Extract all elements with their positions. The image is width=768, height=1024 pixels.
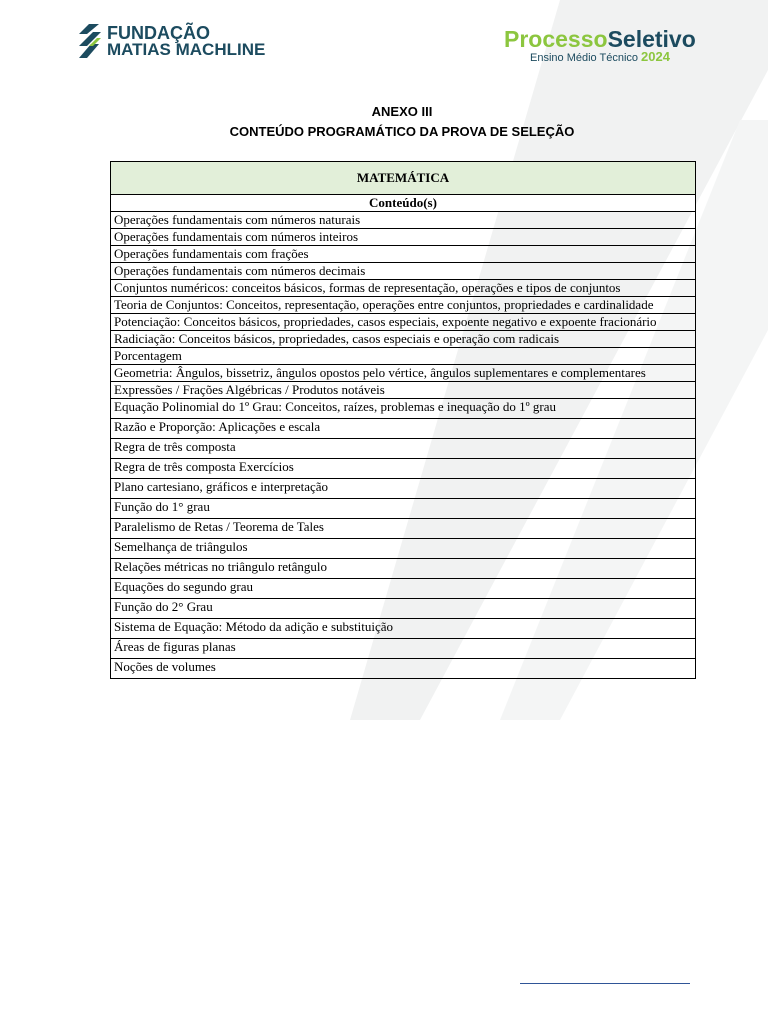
table-row	[111, 382, 696, 399]
table-cell: Razão e Proporção: Aplicações e escala	[111, 419, 696, 439]
processo-seletivo-logo	[504, 26, 724, 66]
table-cell: Radiciação: Conceitos básicos, propriedades, casos especiais e operação com radicais	[111, 331, 696, 348]
ps-title-part-1: Processo	[504, 26, 608, 52]
table-row	[111, 331, 696, 348]
table-row	[111, 499, 696, 519]
table-cell: Operações fundamentais com números naturais	[111, 212, 696, 229]
table-row	[111, 212, 696, 229]
subject-header: MATEMÁTICA	[111, 162, 696, 195]
table-row	[111, 479, 696, 499]
table-row	[111, 297, 696, 314]
footer-line	[520, 983, 690, 984]
logo-line-1: FUNDAÇÃO	[107, 23, 210, 43]
table-row	[111, 619, 696, 639]
table-cell: Porcentagem	[111, 348, 696, 365]
table-row	[111, 639, 696, 659]
subject-row	[111, 162, 696, 195]
table-cell: Relações métricas no triângulo retângulo	[111, 559, 696, 579]
table-row	[111, 229, 696, 246]
table-cell: Equações do segundo grau	[111, 579, 696, 599]
table-cell: Regra de três composta	[111, 439, 696, 459]
table-cell: Sistema de Equação: Método da adição e substituição	[111, 619, 696, 639]
fundacao-logo	[79, 24, 269, 60]
document-title: CONTEÚDO PROGRAMÁTICO DA PROVA DE SELEÇÃO	[229, 124, 575, 139]
table-cell: Expressões / Frações Algébricas / Produtos notáveis	[111, 382, 696, 399]
table-row	[111, 399, 696, 419]
table-cell: Teoria de Conjuntos: Conceitos, representação, operações entre conjuntos, propriedades e cardinalidade	[111, 297, 696, 314]
table-row	[111, 365, 696, 382]
table-cell: Potenciação: Conceitos básicos, propriedades, casos especiais, expoente negativo e expoente fracionário	[111, 314, 696, 331]
ps-subtitle-text: Ensino Médio Técnico	[530, 52, 639, 64]
table-row	[111, 263, 696, 280]
table-cell: Noções de volumes	[111, 659, 696, 679]
table-cell: Função do 2° Grau	[111, 599, 696, 619]
table-row	[111, 579, 696, 599]
fundacao-logo-text	[107, 25, 265, 58]
table-row	[111, 280, 696, 297]
table-cell: Plano cartesiano, gráficos e interpretação	[111, 479, 696, 499]
table-cell: Função do 1° grau	[111, 499, 696, 519]
table-row	[111, 419, 696, 439]
table-row	[111, 459, 696, 479]
table-cell: Operações fundamentais com números inteiros	[111, 229, 696, 246]
processo-seletivo-title	[504, 26, 724, 52]
table-cell: Operações fundamentais com frações	[111, 246, 696, 263]
annex-heading: ANEXO III	[371, 104, 433, 119]
table-row	[111, 659, 696, 679]
table-cell: Geometria: Ângulos, bissetriz, ângulos opostos pelo vértice, ângulos suplementares e complementares	[111, 365, 696, 382]
table-row	[111, 439, 696, 459]
table-cell: Conjuntos numéricos: conceitos básicos, formas de representação, operações e tipos de conjuntos	[111, 280, 696, 297]
table-row	[111, 539, 696, 559]
content-table	[110, 161, 696, 679]
table-cell: Semelhança de triângulos	[111, 539, 696, 559]
table-row	[111, 519, 696, 539]
table-row	[111, 314, 696, 331]
table-cell: Regra de três composta Exercícios	[111, 459, 696, 479]
table-row	[111, 599, 696, 619]
ps-year: 2024	[641, 49, 670, 64]
ps-title-part-2: Seletivo	[607, 26, 696, 52]
table-cell: Operações fundamentais com números decimais	[111, 263, 696, 280]
column-header: Conteúdo(s)	[111, 195, 696, 212]
column-header-row	[111, 195, 696, 212]
table-row	[111, 246, 696, 263]
table-row	[111, 559, 696, 579]
table-row	[111, 348, 696, 365]
table-cell: Paralelismo de Retas / Teorema de Tales	[111, 519, 696, 539]
table-cell: Equação Polinomial do 1º Grau: Conceitos, raízes, problemas e inequação do 1º grau	[111, 399, 696, 419]
logo-line-2: MATIAS MACHLINE	[107, 40, 266, 59]
processo-seletivo-subtitle	[530, 50, 670, 65]
table-cell: Áreas de figuras planas	[111, 639, 696, 659]
fundacao-logo-icon	[79, 24, 101, 58]
